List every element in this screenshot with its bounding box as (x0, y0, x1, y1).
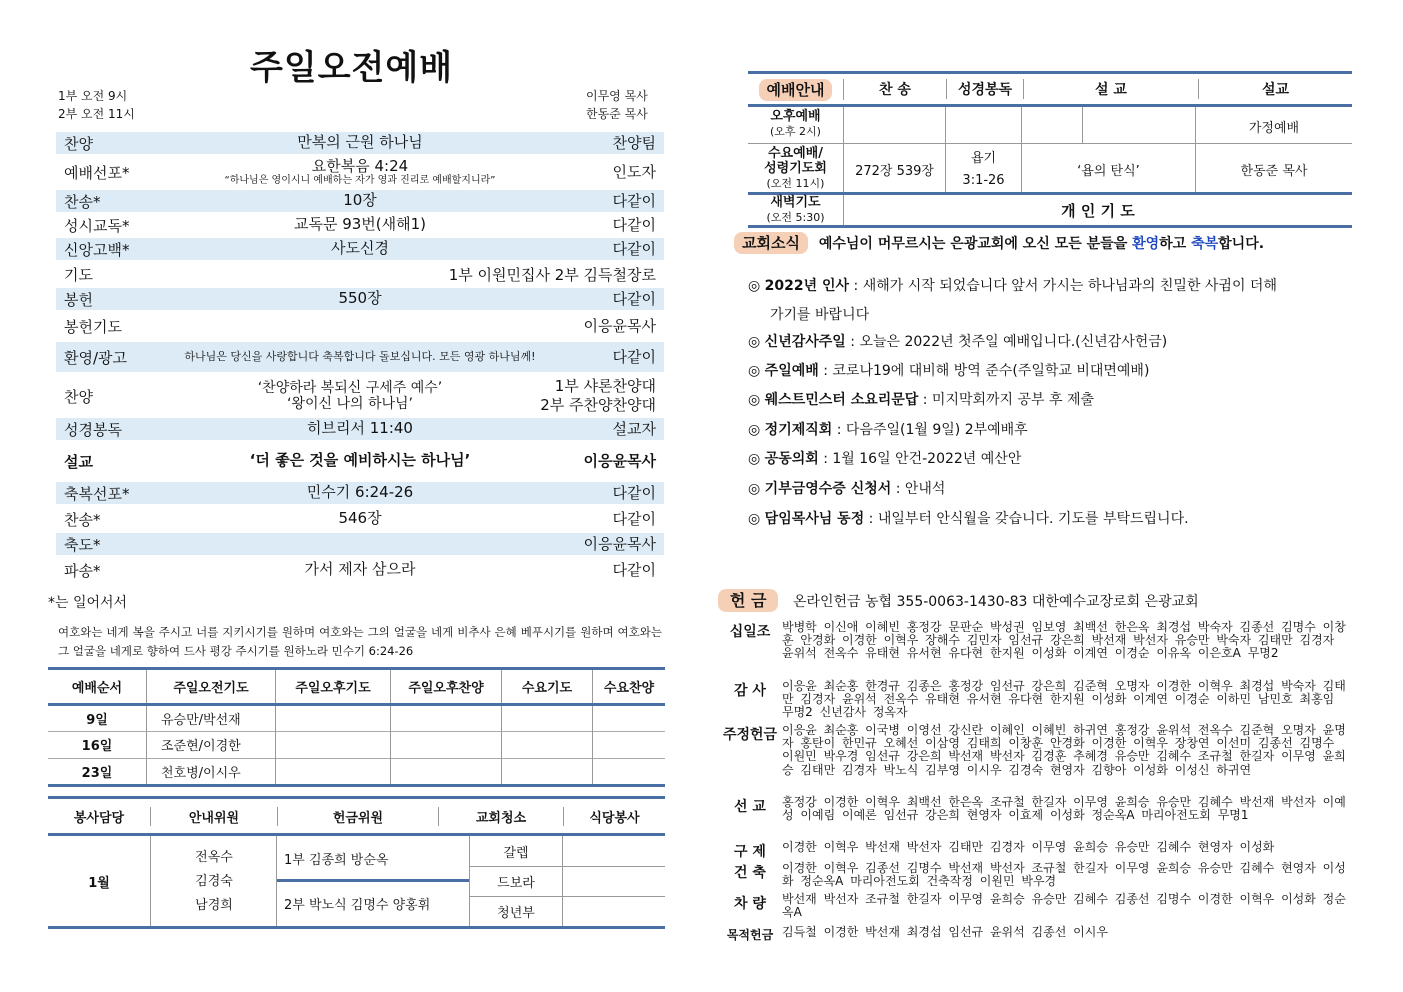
order-content: 10장 (343, 191, 377, 210)
order-row (56, 288, 664, 310)
dawn-content: 개 인 기 도 (1061, 202, 1135, 220)
guide-name: 남경희 (195, 898, 233, 913)
news-label: 교회소식 (734, 232, 808, 254)
order-content-main: 요한복음 4:24 (311, 156, 409, 175)
order-row (56, 342, 664, 372)
offering-type: 구 제 (734, 844, 766, 860)
divider (945, 107, 946, 143)
order-content: 하나님은 당신을 사랑합니다 축복합니다 돌보십니다. 모든 영광 하나님께! (184, 349, 536, 363)
order-leader-1: 1부 샤론찬양대 (554, 377, 656, 396)
pastor-1: 이무영 목사 (586, 89, 648, 103)
order-item: 축복선포* (64, 484, 130, 503)
order-row (56, 238, 664, 260)
news-text: : 안내석 (891, 481, 946, 497)
order-row (56, 156, 664, 188)
news-item: ◎ 담임목사님 동정 : 내일부터 안식월을 갖습니다. 기도를 부탁드립니다. (748, 511, 1189, 527)
pastor-2: 한동준 목사 (586, 107, 648, 121)
offering-header (718, 588, 1199, 611)
order-row (56, 508, 664, 530)
service-time: (오전 5:30) (766, 211, 825, 224)
order-leader: 1부 이원민집사 2부 김득철장로 (448, 265, 656, 284)
divider (1021, 107, 1022, 143)
news-text: : 새해가 시작 되었습니다 앞서 가시는 하나님과의 친밀한 사귐이 더해 (849, 278, 1277, 294)
order-content: 민수기 6:24-26 (306, 483, 414, 502)
news-item: ◎ 기부금영수증 신청서 : 안내석 (748, 481, 946, 497)
header-cell (748, 79, 844, 100)
order-row (56, 559, 664, 581)
order-leader: 다같이 (612, 483, 656, 502)
news-title: 신년감사주일 (764, 334, 846, 350)
order-row (56, 375, 664, 417)
benediction-text: 여호와는 네게 복을 주시고 너를 지키시기를 원하며 여호와는 그의 얼굴을 네게 비추사 은혜 베푸시기를 원하며 여호와는 그 얼굴을 네게로 향하여 드사 평강 주시기를 원하노라 민수기 6:24-26 (58, 625, 662, 658)
order-leader: 다같이 (612, 347, 656, 366)
order-content: 550장 (338, 289, 382, 308)
empty-cell (276, 704, 391, 731)
scripture-cell (946, 148, 1021, 192)
service-name: 수요예배/ (768, 146, 823, 161)
page-title: 주일오전예배 (250, 48, 454, 88)
order-leader: 다같이 (612, 560, 656, 579)
guides-cell (151, 846, 277, 918)
service-name-cell (748, 146, 843, 191)
order-row (56, 448, 664, 474)
news-text: : 1월 16일 안건-2022년 예산안 (818, 451, 1022, 467)
order-content: 히브리서 11:40 (307, 419, 413, 438)
offering-type: 주정헌금 (722, 727, 778, 743)
online-offering-info: 온라인헌금 농협 355-0063-1430-83 대한예수교장로회 은광교회 (792, 594, 1199, 610)
offering-names: 이경한 이혁우 김종선 김명수 박선재 박선자 조규철 한길자 이무영 윤희승 유승만 김혜수 현영자 이성화 정순옥A 마리아전도회 건축작정 이원민 박우경 (782, 861, 1346, 889)
order-row (56, 190, 664, 212)
order-leader: 이응윤목사 (583, 451, 656, 470)
empty-cell (391, 731, 502, 758)
offering-names: 이경한 이혁우 박선재 박선자 김태만 김경자 이무영 윤희승 유승만 김혜수 현영자 이성화 (782, 840, 1275, 854)
cleaning-cell: 드보라 (470, 867, 562, 897)
service-name-2: 성령기도회 (764, 161, 827, 176)
order-leader: 찬양팀 (612, 133, 656, 152)
order-item: 기도 (64, 265, 93, 284)
order-content (184, 380, 516, 412)
order-item: 환영/광고 (64, 348, 128, 367)
order-item: 봉헌 (64, 290, 93, 309)
order-content: ‘더 좋은 것을 예비하시는 하나님’ (249, 451, 471, 470)
order-row (56, 214, 664, 236)
order-item: 찬양 (64, 387, 93, 406)
prayer-cell: 천호병/이시우 (147, 758, 276, 785)
news-title: 정기제직회 (764, 422, 833, 438)
order-content-sub: “하나님은 영이시니 예배하는 자가 영과 진리로 예배할지니라” (224, 174, 496, 186)
prayer-cell: 유승만/박선재 (147, 704, 276, 731)
offering-type: 감 사 (734, 683, 766, 699)
header-cell: 설 교 (1024, 79, 1199, 99)
offering-row (718, 724, 1348, 777)
order-leader-2: 2부 주찬양찬양대 (540, 396, 656, 414)
cleaning-cell: 청년부 (497, 906, 535, 921)
news-text: 가기를 바랍니다 (770, 307, 870, 323)
header-cell: 주일오후기도 (276, 670, 391, 704)
dawn-row (748, 195, 1352, 228)
service-time-2: 2부 오전 11시 (58, 107, 135, 121)
prayer-table-header (48, 670, 665, 704)
news-text: : 코로나19에 대비해 방역 준수(주일학교 비대면예배) (818, 363, 1150, 379)
divider (277, 879, 469, 882)
table-row (48, 704, 665, 731)
news-item: ◎ 2022년 인사 : 새해가 시작 되었습니다 앞서 가시는 하나님과의 친밀한 사귐이 더해 가기를 바랍니다 (748, 278, 1277, 323)
header-cell: 수요기도 (502, 670, 593, 704)
offering-row (718, 621, 1348, 661)
welcome-word: 축복 (1191, 236, 1219, 252)
empty-cell (593, 731, 666, 758)
empty-cell (276, 758, 391, 785)
news-title: 담임목사님 동정 (764, 511, 865, 527)
order-item: 봉헌기도 (64, 317, 122, 336)
offering-row (718, 841, 1348, 861)
header-cell: 주일오전기도 (147, 670, 276, 704)
news-title: 웨스트민스터 소요리문답 (764, 392, 919, 408)
table-row (48, 758, 665, 785)
news-text: : 미지막회까지 공부 후 제출 (918, 392, 1095, 408)
divider (563, 866, 665, 867)
service-time: (오후 2시) (770, 125, 821, 138)
header-cell: 안내위원 (151, 807, 278, 826)
month-cell: 1월 (48, 836, 151, 926)
service-table-body (48, 836, 665, 929)
header-cell: 봉사담당 (48, 807, 151, 826)
order-content: 546장 (338, 509, 382, 528)
worship-info-header (748, 74, 1352, 107)
order-leader: 다같이 (612, 215, 656, 234)
offering-names: 박병학 이신애 이혜빈 홍정강 문판순 박성권 임보영 최백선 한은옥 최경섭 박숙자 김종선 김명수 이창훈 안경화 이경한 이혁우 장해수 김민자 임선규 강은희 박선재 박선자 유승만 박숙자 김태만 김경자 윤위석 전옥수 유태현 유서현 유다현 한지원 이성화 이계연 이경순 이유옥 이은호A 무명2 (782, 620, 1346, 661)
service-name-cell (748, 109, 843, 139)
stand-note: *는 일어서서 (48, 595, 128, 611)
order-row (56, 533, 664, 555)
welcome-word: 환영 (1132, 236, 1160, 252)
order-content: 가서 제자 삼으라 (304, 560, 416, 579)
offering-row (718, 680, 1348, 720)
date-cell: 23일 (48, 758, 147, 785)
order-item: 신앙고백* (64, 240, 130, 259)
offering-names: 김득철 이경한 박선재 최경섭 임선규 윤위석 김종선 이시우 (782, 925, 1108, 939)
order-row (56, 263, 664, 285)
welcome-text: 하고 (1159, 236, 1192, 252)
offering-team-2: 2부 박노식 김명수 양홍휘 (284, 898, 431, 913)
news-header (734, 232, 1264, 253)
offering-names: 박선재 박선자 조규철 한길자 이무영 윤희승 유승만 김혜수 김종선 김명수 이경한 이혁우 이성화 정순옥A (782, 892, 1346, 920)
offering-names: 이응윤 최순홍 한경규 김종은 홍정강 임선규 강은희 김준혁 오명자 이경한 이혁우 최경섭 박숙자 김태만 김경자 윤위석 전옥수 유태현 유서현 유다현 한지원 이성화 이계연 이경순 이하민 남민호 최홍임 무명2 신년감사 정옥자 (782, 679, 1346, 720)
order-leader: 이응윤목사 (583, 534, 656, 553)
sermon-cell: ‘욥의 탄식’ (1077, 164, 1140, 179)
header-cell: 식당봉사 (589, 810, 640, 826)
header-cell: 성경봉독 (947, 79, 1024, 99)
offering-type: 건 축 (734, 865, 766, 881)
order-leader: 다같이 (612, 509, 656, 528)
service-table-header (48, 799, 665, 836)
preacher-cell: 가정예배 (1248, 121, 1300, 136)
empty-cell (593, 704, 666, 731)
order-item: 성시교독* (64, 216, 130, 235)
service-time-1: 1부 오전 9시 (58, 89, 128, 103)
order-content: 만복의 근원 하나님 (297, 133, 423, 152)
empty-cell (391, 704, 502, 731)
hymn-cell: 272장 539장 (855, 164, 934, 179)
divider (1082, 107, 1083, 143)
order-content: 사도신경 (331, 239, 389, 258)
order-leader: 다같이 (612, 289, 656, 308)
news-item: ◎ 공동의회 : 1월 16일 안건-2022년 예산안 (748, 451, 1022, 467)
news-text: : 오늘은 2022년 첫주일 예배입니다.(신년감사헌금) (845, 334, 1168, 350)
empty-cell (391, 758, 502, 785)
news-title: 주일예배 (764, 363, 819, 379)
preacher-cell: 한동준 목사 (1240, 164, 1308, 179)
order-row (56, 482, 664, 504)
order-item: 예배선포* (64, 163, 130, 182)
news-text: : 다음주일(1월 9일) 2부예배후 (832, 422, 1028, 438)
wednesday-row (748, 144, 1352, 195)
offering-names: 홍정강 이경한 이혁우 최백선 한은옥 조규철 한길자 이무영 윤희승 유승만 김혜수 박선재 박선자 이예성 이예림 이예론 임선규 강은희 현영자 이효제 이성화 정순옥A 마리아전도회 무명1 (782, 795, 1346, 823)
news-text: : 내일부터 안식월을 갖습니다. 기도를 부탁드립니다. (864, 511, 1189, 527)
date-cell: 16일 (48, 731, 147, 758)
service-name: 오후예배 (770, 109, 821, 124)
order-content: 교독문 93번(새해1) (293, 215, 427, 234)
header-cell: 교회청소 (439, 807, 564, 826)
order-leader: 다같이 (612, 191, 656, 210)
cleaning-cell: 갈렙 (470, 836, 562, 867)
empty-cell (593, 758, 666, 785)
service-name: 새벽기도 (770, 195, 821, 210)
divider (843, 107, 844, 143)
header-cell: 주일오후찬양 (391, 670, 502, 704)
header-cell: 헌금위원 (278, 807, 439, 826)
date-cell: 9일 (48, 704, 147, 731)
news-title: 기부금영수증 신청서 (764, 481, 892, 497)
order-leader: 이응윤목사 (583, 316, 656, 335)
scripture-book: 욥기 (970, 151, 997, 166)
table-row (48, 731, 665, 758)
header-cell: 수요찬양 (603, 680, 655, 696)
order-item: 설교 (64, 452, 93, 471)
divider (562, 836, 563, 926)
order-row (56, 418, 664, 440)
order-leader: 다같이 (612, 239, 656, 258)
order-row (56, 314, 664, 338)
offering-type: 선 교 (734, 799, 766, 815)
order-item: 찬송* (64, 510, 101, 529)
afternoon-row (748, 107, 1352, 144)
order-leader: 설교자 (612, 419, 656, 438)
guide-name: 전옥수 (195, 850, 233, 865)
news-item: ◎ 웨스트민스터 소요리문답 : 미지막회까지 공부 후 제출 (748, 392, 1095, 408)
news-item: ◎ 주일예배 : 코로나19에 대비해 방역 준수(주일학교 비대면예배) (748, 363, 1150, 379)
divider (563, 896, 665, 897)
empty-cell (276, 731, 391, 758)
header-cell: 찬 송 (844, 79, 947, 99)
service-name-cell (748, 195, 843, 225)
offering-row (718, 893, 1348, 919)
service-time: (오전 11시) (766, 177, 825, 190)
offering-row (718, 796, 1348, 822)
offering-row (718, 862, 1348, 888)
offering-type: 십일조 (729, 624, 771, 640)
offering-names: 이응윤 최순홍 이국병 이영선 강신란 이혜인 이혜빈 하귀연 홍정강 윤위석 전옥수 김준혁 오명자 윤명자 홍탄이 한민규 오혜선 이삼영 김태희 이창훈 안경화 이경한 이혁우 장창연 이선미 김종선 김명수 이원민 박우경 임선규 강은희 박선재 박선자 김경훈 추혜경 유승만 김혜수 조규철 한길자 이무영 윤희승 김태만 김경자 박노식 김부영 이시우 김경숙 현영자 김향아 이성화 이성신 하귀연 (782, 723, 1346, 777)
order-content-sub: ‘왕이신 나의 하나님’ (287, 396, 413, 412)
order-content (184, 158, 536, 187)
scripture-verse: 3:1-26 (962, 173, 1005, 188)
news-title: 공동의회 (764, 451, 819, 467)
offering-team-1: 1부 김종희 방순옥 (284, 853, 389, 868)
order-item: 찬송* (64, 192, 101, 211)
order-item: 축도* (64, 535, 101, 554)
order-content-main: ‘찬양하라 복되신 구세주 예수’ (257, 379, 443, 396)
header-cell: 예배순서 (48, 670, 147, 704)
empty-cell (502, 704, 593, 731)
prayer-cell: 조준현/이경한 (147, 731, 276, 758)
prayer-table (48, 670, 665, 787)
order-row (56, 132, 664, 154)
news-item: ◎ 정기제직회 : 다음주일(1월 9일) 2부예배후 (748, 422, 1028, 438)
order-leader (516, 377, 664, 415)
worship-info-label: 예배안내 (759, 79, 833, 101)
order-leader: 인도자 (612, 162, 656, 181)
welcome-text: 예수님이 머무르시는 은광교회에 오신 모든 분들을 (818, 236, 1133, 252)
guide-name: 김경숙 (195, 874, 233, 889)
offering-type: 차 량 (734, 896, 766, 912)
header-cell: 설교 (1261, 82, 1290, 98)
news-item: ◎ 신년감사주일 : 오늘은 2022년 첫주일 예배입니다.(신년감사헌금) (748, 334, 1168, 350)
order-item: 찬양 (64, 134, 93, 153)
news-title: 2022년 인사 (764, 278, 850, 294)
offering-type: 목적헌금 (726, 928, 774, 942)
order-item: 파송* (64, 561, 101, 580)
offering-label: 헌 금 (718, 589, 778, 612)
welcome-text: 합니다. (1218, 236, 1265, 252)
offering-row (718, 926, 1348, 943)
order-item: 성경봉독 (64, 420, 122, 439)
empty-cell (502, 758, 593, 785)
empty-cell (502, 731, 593, 758)
